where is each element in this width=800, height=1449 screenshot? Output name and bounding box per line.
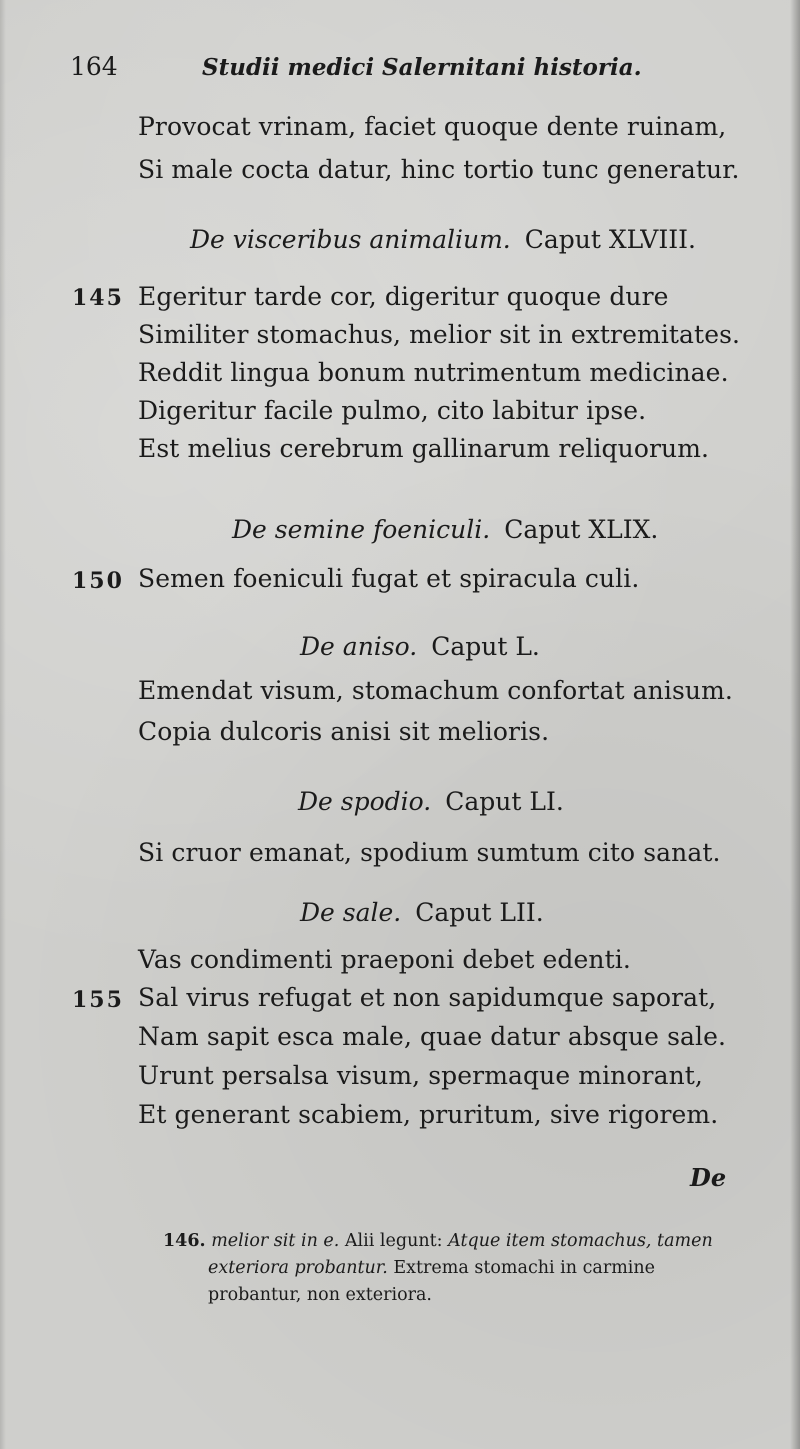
verse-line: Sal virus refugat et non sapidumque saporat, — [138, 983, 717, 1012]
page-header — [70, 52, 730, 92]
footnote-variant: Atque item stomachus, tamen exteriora probantur. — [208, 1231, 713, 1278]
footnote-text: Extrema stomachi in carmine probantur, non exteriora. — [208, 1258, 656, 1305]
verse-line: Nam sapit esca male, quae datur absque sale. — [138, 1022, 727, 1051]
verse-line: Emendat visum, stomachum confortat anisum. — [138, 676, 733, 705]
verse-line: Et generant scabiem, pruritum, sive rigorem. — [138, 1100, 719, 1129]
chapter-heading — [232, 515, 658, 544]
chapter-topic: De sale. — [300, 898, 402, 927]
running-title: Studii medici Salernitani historia. — [202, 54, 642, 81]
chapter-caput: Caput XLIX. — [504, 515, 659, 544]
footnote-lemma: melior sit in e. — [211, 1231, 340, 1251]
footnote-number: 146. — [163, 1231, 206, 1251]
verse-line: Si cruor emanat, spodium sumtum cito sanat. — [138, 838, 721, 867]
chapter-heading — [300, 632, 540, 661]
verse-line: Semen foeniculi fugat et spiracula culi. — [138, 564, 640, 593]
line-number: 145 — [72, 285, 124, 311]
verse-line: Est melius cerebrum gallinarum reliquorum. — [138, 434, 710, 463]
verse-line: Vas condimenti praeponi debet edenti. — [138, 945, 631, 974]
verse-line: Egeritur tarde cor, digeritur quoque dure — [138, 282, 669, 311]
chapter-heading — [190, 225, 696, 254]
chapter-caput: Caput LII. — [415, 898, 544, 927]
chapter-caput: Caput L. — [431, 632, 540, 661]
chapter-heading — [300, 898, 544, 927]
verse-line: Reddit lingua bonum nutrimentum medicinae. — [138, 358, 729, 387]
page-number: 164 — [70, 52, 118, 81]
catchword: De — [690, 1163, 727, 1192]
verse-line: Urunt persalsa visum, spermaque minorant, — [138, 1061, 703, 1090]
chapter-topic: De semine foeniculi. — [232, 515, 491, 544]
footnote — [163, 1228, 748, 1309]
verse-line: Copia dulcoris anisi sit melioris. — [138, 717, 550, 746]
chapter-caput: Caput XLVIII. — [524, 225, 696, 254]
chapter-topic: De visceribus animalium. — [190, 225, 511, 254]
line-number: 150 — [72, 568, 124, 594]
verse-line: Provocat vrinam, faciet quoque dente ruinam, — [138, 112, 727, 141]
footnote-text: Alii legunt: — [344, 1231, 443, 1251]
verse-line: Si male cocta datur, hinc tortio tunc generatur. — [138, 155, 740, 184]
page-edge-right — [790, 0, 800, 1449]
chapter-caput: Caput LI. — [445, 787, 564, 816]
chapter-topic: De aniso. — [300, 632, 418, 661]
verse-line: Digeritur facile pulmo, cito labitur ipse. — [138, 396, 647, 425]
page-edge-left — [0, 0, 6, 1449]
line-number: 155 — [72, 987, 124, 1013]
verse-line: Similiter stomachus, melior sit in extremitates. — [138, 320, 741, 349]
chapter-heading — [298, 787, 564, 816]
chapter-topic: De spodio. — [298, 787, 432, 816]
